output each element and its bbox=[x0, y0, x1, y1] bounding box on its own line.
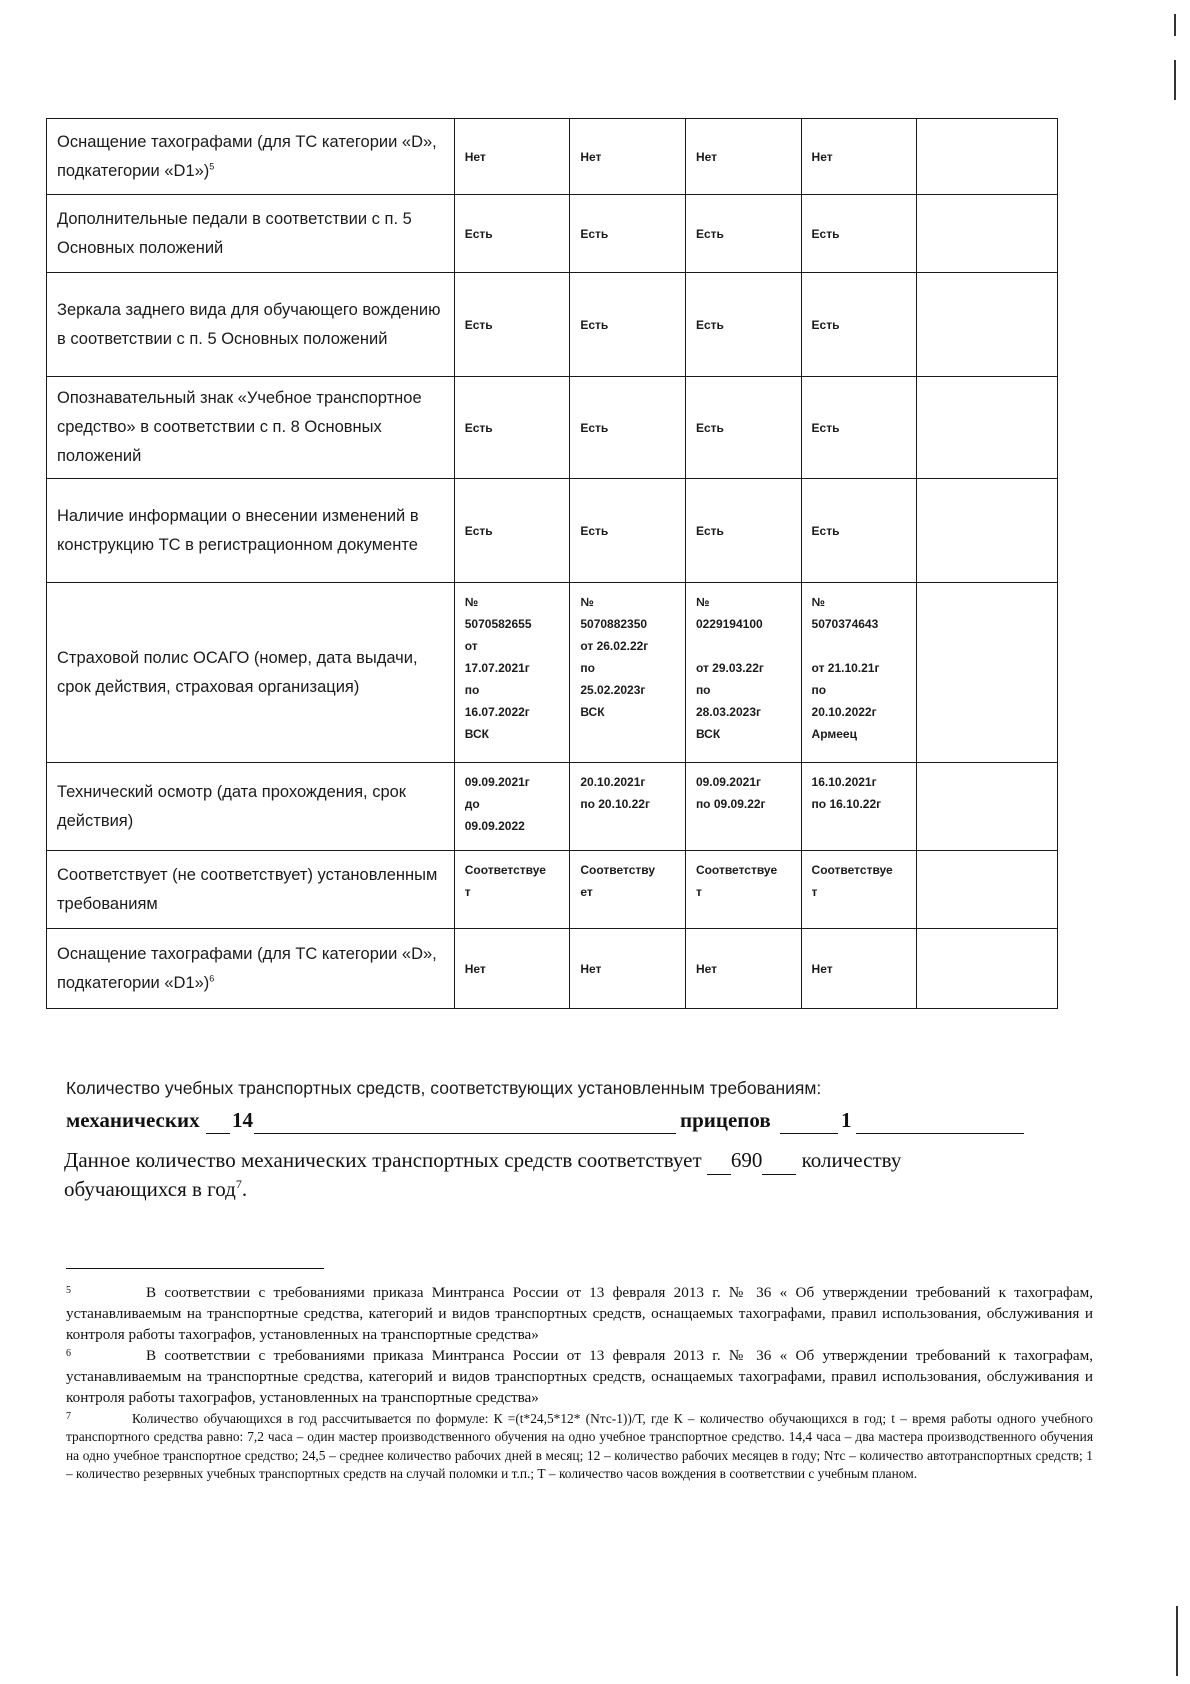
cell-line: по 09.09.22г bbox=[695, 797, 766, 811]
students-per-year-statement: Данное количество механических транспортных средств соответствует 690 количеству обучающихся в год$^7$. bbox=[64, 1148, 902, 1201]
mechanical-count: 14 bbox=[232, 1108, 253, 1132]
cell-line: Есть bbox=[464, 317, 493, 332]
students-text-start: Данное количество механических транспортных средств соответствует bbox=[64, 1148, 702, 1172]
row-label bbox=[47, 195, 455, 273]
cell-line: ВСК bbox=[464, 727, 489, 741]
cell-line: от 21.10.21г bbox=[811, 661, 880, 675]
row-label bbox=[47, 377, 455, 479]
trailer-underline bbox=[856, 1108, 1024, 1134]
cell-line: 16.10.2021г bbox=[811, 775, 877, 789]
cell-line: Есть bbox=[580, 420, 609, 435]
cell-line: 09.09.2021г bbox=[464, 775, 530, 789]
table-cell bbox=[685, 763, 801, 851]
cell-line bbox=[696, 635, 793, 657]
scan-mark bbox=[1174, 14, 1176, 36]
cell-line: по bbox=[811, 683, 827, 697]
row-label-text: Дополнительные педали в соответствии с п. 5 Основных положений bbox=[57, 209, 412, 257]
cell-line: 5070882350 bbox=[580, 617, 648, 631]
row-label bbox=[47, 479, 455, 583]
cell-line: от bbox=[464, 639, 478, 653]
table-cell bbox=[917, 195, 1058, 273]
cell-line: Есть bbox=[695, 317, 724, 332]
cell-line: от 26.02.22г bbox=[580, 639, 649, 653]
table-cell bbox=[570, 273, 686, 377]
cell-line: Нет bbox=[464, 149, 486, 164]
cell-line: 0229194100 bbox=[695, 617, 763, 631]
cell-line: т bbox=[464, 885, 471, 899]
table-cell bbox=[570, 119, 686, 195]
table-row bbox=[47, 119, 1058, 195]
cell-line: № bbox=[811, 595, 825, 609]
trailer-count: 1 bbox=[841, 1108, 852, 1132]
footnote-ref-7: 7 bbox=[235, 1177, 242, 1191]
vehicle-table bbox=[46, 118, 1058, 1009]
cell-line: ВСК bbox=[580, 705, 605, 719]
cell-line: Соответствуе bbox=[695, 863, 778, 877]
cell-line: Есть bbox=[695, 523, 724, 538]
table-cell bbox=[454, 929, 570, 1009]
table-cell bbox=[685, 851, 801, 929]
table-cell bbox=[454, 763, 570, 851]
vehicle-count-intro: Количество учебных транспортных средств, соответствующих установленным требованиям: bbox=[66, 1078, 822, 1098]
table-cell bbox=[570, 851, 686, 929]
trailer-underline-lead bbox=[780, 1108, 838, 1134]
cell-line: Есть bbox=[580, 523, 609, 538]
cell-line: Нет bbox=[811, 961, 833, 976]
cell-line: 16.07.2022г bbox=[464, 705, 530, 719]
footnote-text: В соответствии с требованиями приказа Минтранса России от 13 февраля 2013 г. № 36 « Об утверждении требований к тахографам, устанавливаемым на транспортные средства, категорий и видов транспортных средств, оснащаемых тахографами, правил использования, обслуживания и контроля работы тахографов, установленных на транспортные средства» bbox=[66, 1284, 1093, 1343]
cell-line: по 16.10.22г bbox=[811, 797, 882, 811]
table-cell bbox=[685, 273, 801, 377]
table-cell bbox=[454, 583, 570, 763]
table-cell bbox=[570, 763, 686, 851]
table-cell bbox=[454, 377, 570, 479]
table-cell bbox=[801, 763, 917, 851]
cell-line: по bbox=[580, 661, 595, 675]
cell-line: 5070582655 bbox=[464, 617, 532, 631]
footnote-separator bbox=[66, 1268, 324, 1269]
table-cell bbox=[685, 195, 801, 273]
table-cell bbox=[685, 929, 801, 1009]
mechanical-underline-lead bbox=[206, 1108, 230, 1134]
table-cell bbox=[917, 377, 1058, 479]
table-cell bbox=[917, 929, 1058, 1009]
table-cell bbox=[917, 479, 1058, 583]
table-cell bbox=[801, 377, 917, 479]
table-cell bbox=[917, 583, 1058, 763]
cell-line: Соответству bbox=[580, 863, 656, 877]
cell-line: по 20.10.22г bbox=[580, 797, 650, 811]
cell-line: Нет bbox=[580, 149, 602, 164]
row-label-text: Опознавательный знак «Учебное транспортное средство» в соответствии с п. 8 Основных положений bbox=[57, 389, 422, 465]
cell-line: т bbox=[695, 885, 702, 899]
table-cell bbox=[570, 195, 686, 273]
table-row bbox=[47, 195, 1058, 273]
footnote-mark: 5 bbox=[66, 1285, 71, 1296]
cell-line: Есть bbox=[811, 523, 840, 538]
row-label-text: Оснащение тахографами (для ТС категории «D», подкатегории «D1») bbox=[57, 944, 437, 992]
table-cell bbox=[454, 851, 570, 929]
table-cell bbox=[801, 851, 917, 929]
cell-line: Соответствуе bbox=[464, 863, 546, 877]
row-label bbox=[47, 929, 455, 1009]
row-label bbox=[47, 851, 455, 929]
cell-line: 20.10.2022г bbox=[811, 705, 877, 719]
table-row bbox=[47, 851, 1058, 929]
table-cell bbox=[801, 195, 917, 273]
cell-line: Соответствуе bbox=[811, 863, 893, 877]
cell-line: Есть bbox=[695, 420, 724, 435]
table-row bbox=[47, 479, 1058, 583]
table-cell bbox=[685, 377, 801, 479]
table-cell bbox=[685, 479, 801, 583]
table-cell bbox=[570, 377, 686, 479]
footnotes bbox=[66, 1276, 1093, 1484]
cell-line: по bbox=[464, 683, 480, 697]
cell-line: 25.02.2023г bbox=[580, 683, 646, 697]
table-row bbox=[47, 929, 1058, 1009]
scan-mark bbox=[1174, 60, 1176, 100]
table-row bbox=[47, 273, 1058, 377]
row-label-text: Страховой полис ОСАГО (номер, дата выдачи, срок действия, страховая организация) bbox=[57, 648, 418, 696]
cell-line bbox=[812, 635, 909, 657]
table-cell bbox=[454, 273, 570, 377]
cell-line: Нет bbox=[695, 961, 717, 976]
footnote-ref: 5 bbox=[209, 161, 215, 171]
footnote-text: Количество обучающихся в год рассчитывается по формуле: К =(t*24,5*12* (Nтс-1))/Т, где К – количество обучающихся в год; t – время работы одного учебного транспортного средства равно: 7,2 часа – один мастер производственного обучения на одно учебное транспортное средство. 14,4 часа – два мастера производственного обучения на одно учебное транспортное средство; 24,5 – среднее количество рабочих дней в месяц; 12 – количество рабочих месяцев в году; Nтс – количество автотранспортных средств; 1 – количество резервных учебных транспортных средств на случай поломки и т.п.; Т – количество часов вождения в соответствии с учебным планом. bbox=[66, 1411, 1093, 1482]
cell-line: № bbox=[464, 595, 479, 609]
footnote-6 bbox=[66, 1345, 1093, 1408]
scan-mark bbox=[1176, 1606, 1178, 1676]
table-cell bbox=[570, 479, 686, 583]
table-cell bbox=[917, 763, 1058, 851]
table-cell bbox=[801, 273, 917, 377]
cell-line: Есть bbox=[464, 523, 493, 538]
table-row bbox=[47, 583, 1058, 763]
table-row bbox=[47, 763, 1058, 851]
cell-line: № bbox=[695, 595, 710, 609]
cell-line: 17.07.2021г bbox=[464, 661, 530, 675]
table-cell bbox=[801, 119, 917, 195]
cell-line: Армеец bbox=[811, 727, 857, 741]
footnote-5 bbox=[66, 1282, 1093, 1345]
cell-line: Нет bbox=[580, 961, 602, 976]
cell-line: Нет bbox=[811, 149, 833, 164]
mechanical-underline bbox=[254, 1108, 676, 1134]
row-label-text: Наличие информации о внесении изменений в конструкцию ТС в регистрационном документе bbox=[57, 506, 419, 554]
cell-line: 20.10.2021г bbox=[580, 775, 646, 789]
cell-line: Есть bbox=[464, 226, 493, 241]
row-label-text: Зеркала заднего вида для обучающего вождению в соответствии с п. 5 Основных положений bbox=[57, 300, 441, 348]
cell-line: ет bbox=[580, 885, 593, 899]
row-label bbox=[47, 583, 455, 763]
cell-line: Нет bbox=[695, 149, 717, 164]
cell-line: по bbox=[695, 683, 711, 697]
table-cell bbox=[917, 119, 1058, 195]
footnote-ref: 6 bbox=[209, 973, 215, 983]
row-label bbox=[47, 273, 455, 377]
table-cell bbox=[454, 195, 570, 273]
footnote-mark: 7 bbox=[66, 1411, 71, 1422]
table-cell bbox=[801, 479, 917, 583]
vehicle-count-line bbox=[66, 1108, 1066, 1138]
cell-line: Есть bbox=[811, 317, 840, 332]
students-count: 690 bbox=[730, 1148, 763, 1172]
cell-line: Есть bbox=[580, 226, 609, 241]
cell-line: 09.09.2021г bbox=[695, 775, 761, 789]
table-cell bbox=[454, 479, 570, 583]
cell-line: Есть bbox=[580, 317, 609, 332]
footnote-7 bbox=[66, 1410, 1093, 1484]
row-label-text: Соответствует (не соответствует) установленным требованиям bbox=[57, 865, 438, 913]
table-cell bbox=[801, 583, 917, 763]
cell-line: до bbox=[464, 797, 480, 811]
row-label bbox=[47, 119, 455, 195]
table-cell bbox=[570, 929, 686, 1009]
cell-line: 09.09.2022 bbox=[464, 819, 525, 833]
cell-line: Есть bbox=[811, 226, 840, 241]
table-cell bbox=[917, 851, 1058, 929]
cell-line: 28.03.2023г bbox=[695, 705, 761, 719]
cell-line: т bbox=[811, 885, 818, 899]
table-cell bbox=[917, 273, 1058, 377]
row-label bbox=[47, 763, 455, 851]
row-label-text: Технический осмотр (дата прохождения, срок действия) bbox=[57, 782, 407, 830]
cell-line: № bbox=[580, 595, 594, 609]
cell-line: от 29.03.22г bbox=[695, 661, 764, 675]
mechanical-label: механических bbox=[66, 1108, 200, 1132]
table-cell bbox=[801, 929, 917, 1009]
table-cell bbox=[685, 583, 801, 763]
footnote-mark: 6 bbox=[66, 1348, 71, 1359]
students-text-line2: обучающихся в год bbox=[64, 1177, 236, 1201]
cell-line: ВСК bbox=[695, 727, 721, 741]
cell-line: Есть bbox=[695, 226, 724, 241]
row-label-text: Оснащение тахографами (для ТС категории «D», подкатегории «D1») bbox=[57, 132, 437, 180]
cell-line: Есть bbox=[464, 420, 493, 435]
footnote-text: В соответствии с требованиями приказа Минтранса России от 13 февраля 2013 г. № 36 « Об утверждении требований к тахографам, устанавливаемым на транспортные средства, категорий и видов транспортных средств, оснащаемых тахографами, правил использования, обслуживания и контроля работы тахографов, установленных на транспортные средства» bbox=[66, 1347, 1093, 1406]
cell-line: 5070374643 bbox=[811, 617, 879, 631]
table-cell bbox=[685, 119, 801, 195]
cell-line: Нет bbox=[464, 961, 486, 976]
table-cell bbox=[454, 119, 570, 195]
cell-line: Есть bbox=[811, 420, 840, 435]
table-row bbox=[47, 377, 1058, 479]
trailer-label: прицепов bbox=[680, 1108, 771, 1132]
students-text-end: количеству bbox=[801, 1148, 902, 1172]
table-cell bbox=[570, 583, 686, 763]
